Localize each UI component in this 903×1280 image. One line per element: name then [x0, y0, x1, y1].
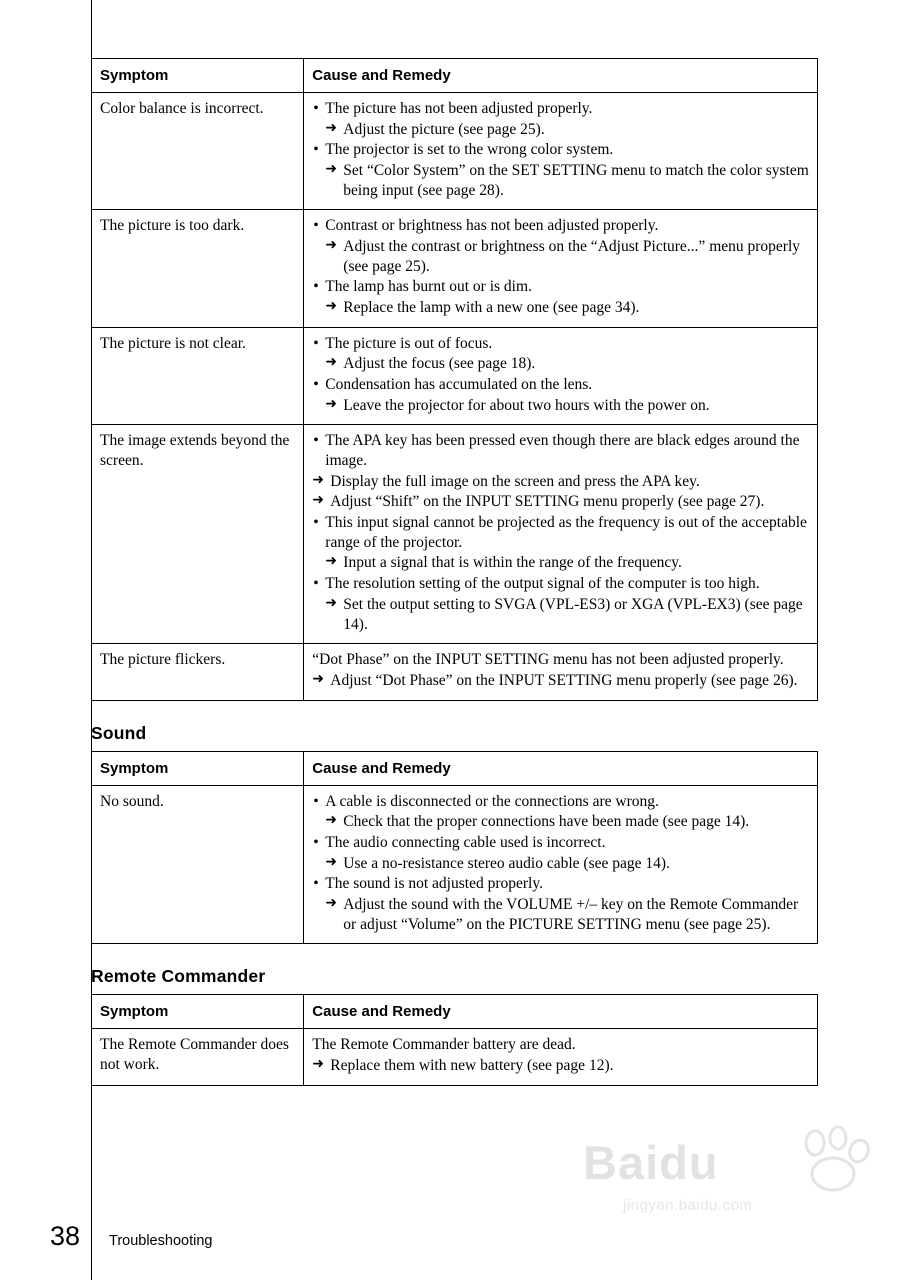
- section-title-sound: Sound: [91, 722, 147, 743]
- list-item: • The lamp has burnt out or is dim.: [312, 277, 809, 297]
- list-item: • The APA key has been pressed even though there are black edges around the image.: [312, 431, 809, 470]
- symptom-cell: Color balance is incorrect.: [92, 93, 304, 210]
- list-item: ➜ Replace the lamp with a new one (see page 34).: [312, 298, 809, 318]
- column-header-cause: Cause and Remedy: [304, 995, 818, 1029]
- column-header-cause: Cause and Remedy: [304, 751, 818, 785]
- list-item: “Dot Phase” on the INPUT SETTING menu has not been adjusted properly.: [312, 651, 784, 669]
- symptom-cell: The image extends beyond the screen.: [92, 425, 304, 644]
- table-header-row: [92, 751, 818, 785]
- list-item: ➜ Adjust the picture (see page 25).: [312, 120, 809, 140]
- watermark-sub-text: jingyan.baidu.com: [623, 1197, 753, 1214]
- sound-troubleshooting-table: [91, 751, 818, 945]
- cause-cell: [304, 210, 818, 327]
- paw-icon: [795, 1125, 873, 1195]
- table-row: [92, 785, 818, 944]
- list-item: • The resolution setting of the output signal of the computer is too high.: [312, 574, 809, 594]
- symptom-cell: The picture is too dark.: [92, 210, 304, 327]
- list-item: ➜ Adjust “Shift” on the INPUT SETTING menu properly (see page 27).: [312, 492, 809, 512]
- table-row: [92, 644, 818, 700]
- list-item: • The projector is set to the wrong color system.: [312, 140, 809, 160]
- picture-troubleshooting-table: [91, 58, 818, 701]
- page-footer: [50, 1221, 212, 1252]
- list-item: ➜ Adjust “Dot Phase” on the INPUT SETTING menu properly (see page 26).: [312, 671, 809, 691]
- watermark-main-text: Baidu: [583, 1136, 719, 1189]
- cause-cell: [304, 785, 818, 944]
- page-number: 38: [50, 1221, 81, 1251]
- list-item: • A cable is disconnected or the connections are wrong.: [312, 792, 809, 812]
- cause-cell: [304, 1029, 818, 1085]
- symptom-cell: The picture flickers.: [92, 644, 304, 700]
- column-header-symptom: Symptom: [92, 751, 304, 785]
- list-item: • The picture has not been adjusted properly.: [312, 99, 809, 119]
- list-item: ➜ Check that the proper connections have been made (see page 14).: [312, 812, 809, 832]
- symptom-cell: The Remote Commander does not work.: [92, 1029, 304, 1085]
- section-title-remote-commander: Remote Commander: [91, 966, 266, 987]
- column-header-symptom: Symptom: [92, 995, 304, 1029]
- page-content: [91, 58, 818, 1086]
- footer-section-label: Troubleshooting: [109, 1233, 213, 1249]
- table-row: [92, 425, 818, 644]
- table-header-row: [92, 59, 818, 93]
- column-header-cause: Cause and Remedy: [304, 59, 818, 93]
- list-item: ➜ Adjust the focus (see page 18).: [312, 354, 809, 374]
- cause-cell: [304, 327, 818, 425]
- remote-commander-troubleshooting-table: [91, 994, 818, 1085]
- list-item: • The sound is not adjusted properly.: [312, 874, 809, 894]
- list-item: ➜ Use a no-resistance stereo audio cable (see page 14).: [312, 854, 809, 874]
- list-item: • Condensation has accumulated on the lens.: [312, 375, 809, 395]
- cause-cell: [304, 93, 818, 210]
- list-item: ➜ Adjust the contrast or brightness on the “Adjust Picture...” menu properly (see page 25).: [312, 237, 809, 276]
- table-header-row: [92, 995, 818, 1029]
- list-item: • This input signal cannot be projected as the frequency is out of the acceptable range of the projector.: [312, 513, 809, 552]
- list-item: ➜ Leave the projector for about two hours with the power on.: [312, 396, 809, 416]
- list-item: ➜ Adjust the sound with the VOLUME +/– key on the Remote Commander or adjust “Volume” on the PICTURE SETTING menu (see page 25).: [312, 895, 809, 934]
- cause-cell: [304, 644, 818, 700]
- symptom-cell: The picture is not clear.: [92, 327, 304, 425]
- table-row: [92, 210, 818, 327]
- table-row: [92, 93, 818, 210]
- list-item: • The audio connecting cable used is incorrect.: [312, 833, 809, 853]
- list-item: ➜ Set “Color System” on the SET SETTING menu to match the color system being input (see page 28).: [312, 161, 809, 200]
- list-item: ➜ Set the output setting to SVGA (VPL-ES3) or XGA (VPL-EX3) (see page 14).: [312, 595, 809, 634]
- symptom-cell: No sound.: [92, 785, 304, 944]
- cause-cell: [304, 425, 818, 644]
- list-item: The Remote Commander battery are dead.: [312, 1036, 576, 1054]
- list-item: • The picture is out of focus.: [312, 334, 809, 354]
- list-item: ➜ Replace them with new battery (see page 12).: [312, 1056, 809, 1076]
- list-item: • Contrast or brightness has not been adjusted properly.: [312, 216, 809, 236]
- list-item: ➜ Input a signal that is within the range of the frequency.: [312, 553, 809, 573]
- baidu-watermark: [583, 1125, 873, 1225]
- table-row: [92, 1029, 818, 1085]
- list-item: ➜ Display the full image on the screen and press the APA key.: [312, 472, 809, 492]
- table-row: [92, 327, 818, 425]
- column-header-symptom: Symptom: [92, 59, 304, 93]
